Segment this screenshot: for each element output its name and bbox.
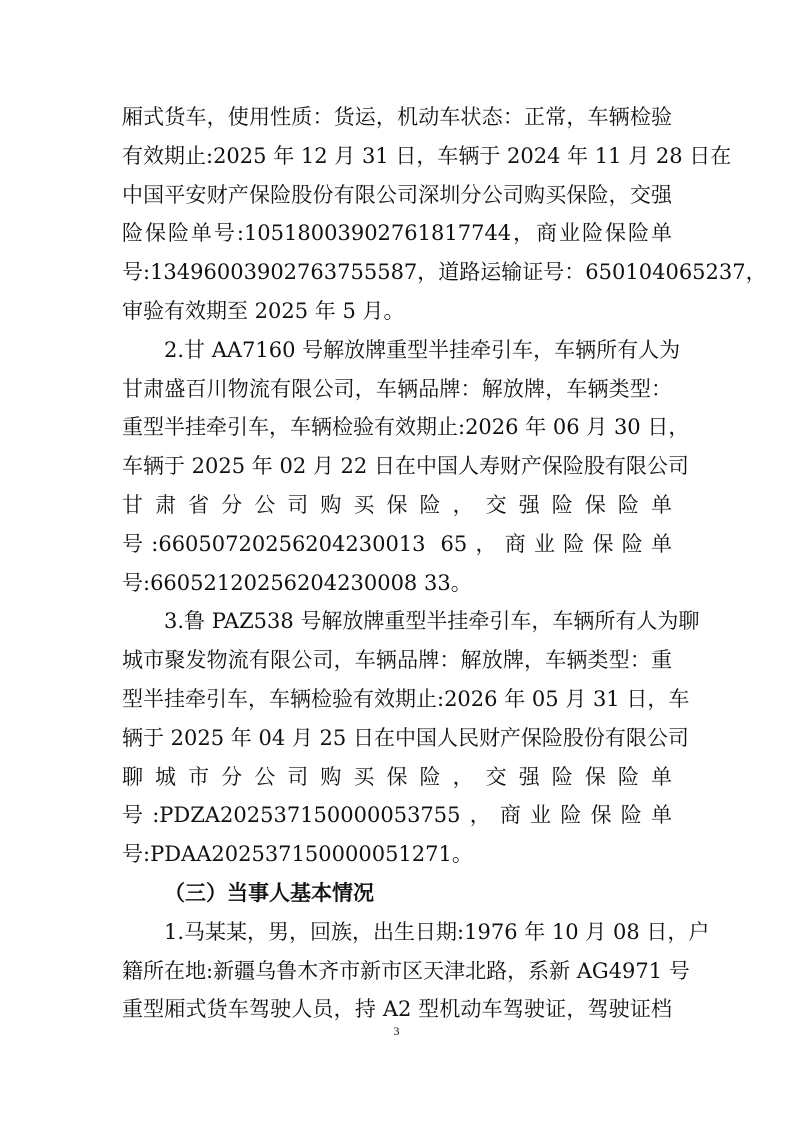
- text-line: 有效期止:2025 年 12 月 31 日，车辆于 2024 年 11 月 28 日在: [122, 143, 732, 168]
- text-line: 辆于 2025 年 04 月 25 日在中国人民财产保险股份有限公司: [122, 725, 689, 750]
- text-line: 审验有效期至 2025 年 5 月。: [122, 298, 405, 323]
- text-line: 重型半挂牵引车，车辆检验有效期止:2026 年 06 月 30 日，: [122, 415, 690, 440]
- text-line: 聊城市分公司购买保险，交强险保险单: [122, 764, 672, 789]
- text-line: 车辆于 2025 年 02 月 22 日在中国人寿财产保险股有限公司: [122, 454, 689, 479]
- text-line: 险保险单号:10518003902761817744，商业险保险单: [122, 221, 672, 246]
- paragraph-start-line: 3.鲁 PAZ538 号解放牌重型半挂牵引车，车辆所有人为聊: [164, 609, 700, 634]
- page-number: 3: [393, 1024, 400, 1038]
- text-line: 籍所在地:新疆乌鲁木齐市新市区天津北路，系新 AG4971 号: [122, 958, 690, 983]
- text-line: 号:PDZA202537150000053755，商业险保险单: [122, 803, 672, 828]
- section-heading: （三）当事人基本情况: [164, 879, 374, 905]
- body-text: [122, 98, 767, 1029]
- text-line: 甘肃盛百川物流有限公司，车辆品牌：解放牌，车辆类型：: [122, 376, 672, 401]
- paragraph-start-line: 1.马某某，男，回族，出生日期:1976 年 10 月 08 日，户: [164, 919, 710, 944]
- paragraph-start-line: 2.甘 AA7160 号解放牌重型半挂牵引车，车辆所有人为: [164, 337, 681, 362]
- text-line: 号:66050720256204230013 65，商业险保险单: [122, 531, 672, 556]
- text-line: 型半挂牵引车，车辆检验有效期止:2026 年 05 月 31 日，车: [122, 686, 690, 711]
- text-line: 中国平安财产保险股份有限公司深圳分公司购买保险，交强: [122, 182, 672, 207]
- text-line: 号:13496003902763755587，道路运输证号：650104065237，: [122, 260, 767, 285]
- text-line: 号:66052120256204230008 33。: [122, 570, 472, 595]
- text-line: 号:PDAA202537150000051271。: [122, 842, 473, 867]
- text-line: 重型厢式货车驾驶人员，持 A2 型机动车驾驶证，驾驶证档: [122, 997, 672, 1022]
- text-line: 甘肃省分公司购买保险，交强险保险单: [122, 492, 672, 517]
- text-line: 城市聚发物流有限公司，车辆品牌：解放牌，车辆类型：重: [122, 648, 672, 673]
- text-line: 厢式货车，使用性质：货运，机动车状态：正常，车辆检验: [122, 105, 672, 129]
